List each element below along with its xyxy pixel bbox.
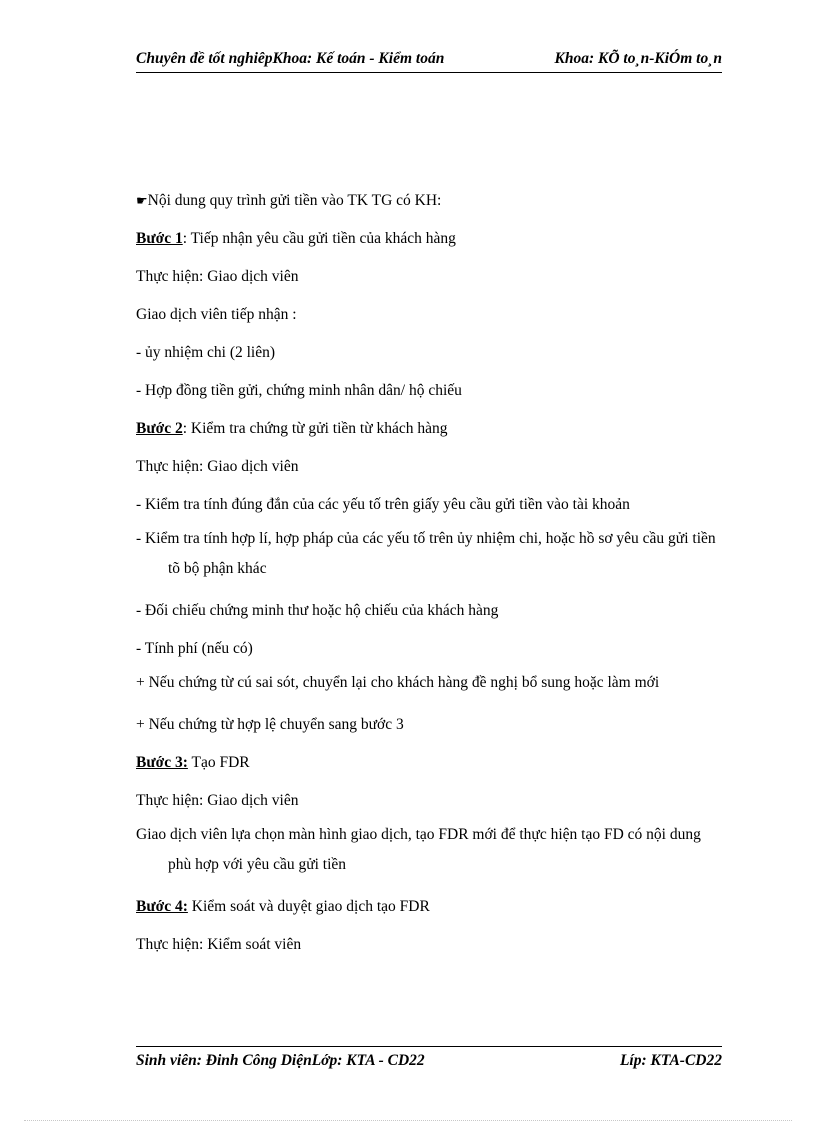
intro-text: Nội dung quy trình gửi tiền vào TK TG có KH: [147, 192, 442, 209]
step4-exec: Thực hiện: Kiểm soát viên [136, 936, 302, 953]
step1-exec: Thực hiện: Giao dịch viên [136, 268, 299, 285]
header-divider [136, 72, 722, 73]
step3-description: Giao dịch viên lựa chọn màn hình giao dịch, tạo FDR mới để thực hiện tạo FD có nội dung phù hợp với yêu cầu gửi tiền [136, 826, 701, 873]
page-bottom-edge [24, 1120, 792, 1121]
step1-item: - ủy nhiệm chi (2 liên) [136, 344, 276, 361]
step2-exec: Thực hiện: Giao dịch viên [136, 458, 299, 475]
step2-item: + Nếu chứng từ hợp lệ chuyển sang bước 3 [136, 716, 404, 733]
step2-item: - Đối chiếu chứng minh thư hoặc hộ chiếu của khách hàng [136, 602, 499, 619]
step2-heading [136, 410, 722, 448]
document-body [136, 182, 722, 964]
step1-item: - Hợp đồng tiền gửi, chứng minh nhân dân/ hộ chiếu [136, 382, 462, 399]
header-left-text: Chuyên đề tốt nghiêpKhoa: Kế toán - Kiểm toán [136, 50, 445, 67]
step3-text: Tạo FDR [187, 754, 250, 771]
header-right-text: Khoa: KÕ to¸n-KiÓm to¸n [554, 50, 722, 67]
step1-label: Bước 1 [136, 230, 183, 247]
step2-item: - Kiểm tra tính đúng đắn của các yếu tố trên giấy yêu cầu gửi tiền vào tài khoản [136, 496, 630, 513]
page-header [136, 48, 722, 72]
step3-label: Bước 3: [136, 754, 188, 771]
page-footer [136, 1050, 722, 1072]
step2-label: Bước 2 [136, 420, 183, 437]
step1-text: : Tiếp nhận yêu cầu gửi tiền của khách hàng [182, 230, 456, 247]
footer-right-text: Líp: KTA-CD22 [619, 1052, 722, 1069]
step2-item: - Tính phí (nếu có) [136, 640, 253, 657]
step2-item: + Nếu chứng từ cú sai sót, chuyển lại cho khách hàng đề nghị bổ sung hoặc làm mới [136, 674, 660, 691]
intro-line [136, 182, 722, 220]
footer-left-text: Sinh viên: Đinh Công DiệnLớp: KTA - CD22 [136, 1052, 425, 1069]
step4-label: Bước 4: [136, 898, 188, 915]
step3-exec: Thực hiện: Giao dịch viên [136, 792, 299, 809]
step1-heading [136, 220, 722, 258]
writing-hand-icon: ☛ [136, 194, 148, 209]
step1-receive: Giao dịch viên tiếp nhận : [136, 306, 297, 323]
step2-text: : Kiểm tra chứng từ gửi tiền từ khách hàng [182, 420, 448, 437]
step4-heading [136, 888, 722, 926]
step2-item: - Kiểm tra tính hợp lí, hợp pháp của các yếu tố trên ủy nhiệm chi, hoặc hồ sơ yêu cầu gửi tiền tõ bộ phận khác [136, 530, 716, 577]
step3-heading [136, 744, 722, 782]
step4-text: Kiểm soát và duyệt giao dịch tạo FDR [187, 898, 430, 915]
footer-divider [136, 1046, 722, 1047]
